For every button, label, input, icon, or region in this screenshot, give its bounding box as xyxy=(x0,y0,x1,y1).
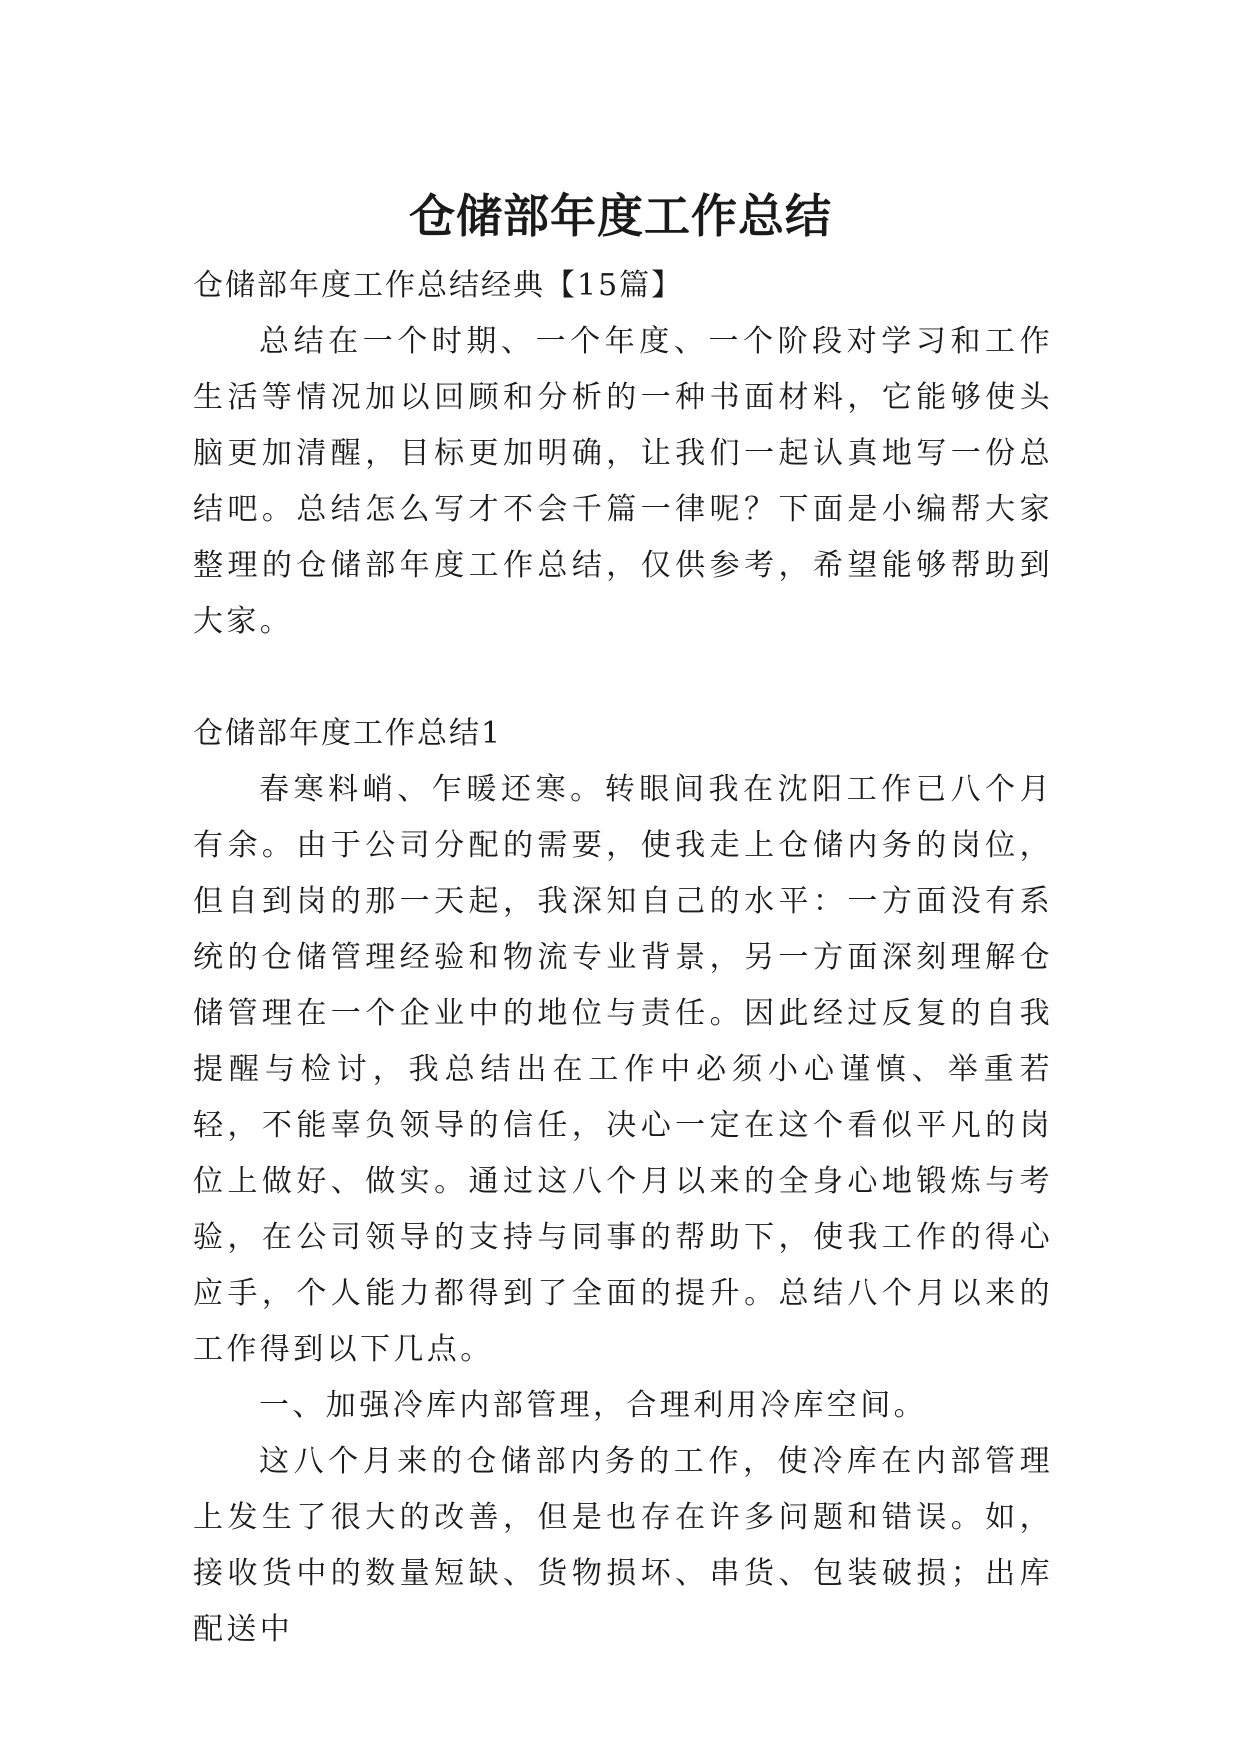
section-heading: 仓储部年度工作总结1 xyxy=(193,716,503,751)
document-title: 仓储部年度工作总结 xyxy=(409,188,832,243)
subsection-heading: 一、加强冷库内部管理，合理利用冷库空间。 xyxy=(259,1388,927,1423)
document-body xyxy=(193,258,1053,1658)
document-subtitle: 仓储部年度工作总结经典【15篇】 xyxy=(193,268,684,303)
body-paragraph: 春寒料峭、乍暖还寒。转眼间我在沈阳工作已八个月有余。由于公司分配的需要，使我走上仓储内务的岗位，但自到岗的那一天起，我深知自己的水平：一方面没有系统的仓储管理经验和物流专业背景，另一方面深刻理解仓储管理在一个企业中的地位与责任。因此经过反复的自我提醒与检讨，我总结出在工作中必须小心谨慎、举重若轻，不能辜负领导的信任，决心一定在这个看似平凡的岗位上做好、做实。通过这八个月以来的全身心地锻炼与考验，在公司领导的支持与同事的帮助下，使我工作的得心应手，个人能力都得到了全面的提升。总结八个月以来的工作得到以下几点。 xyxy=(193,772,1053,1367)
section-spacer xyxy=(193,650,1053,706)
body-paragraph: 这八个月来的仓储部内务的工作，使冷库在内部管理上发生了很大的改善，但是也存在许多问题和错误。如，接收货中的数量短缺、货物损坏、串货、包装破损；出库配送中 xyxy=(193,1444,1053,1647)
intro-paragraph: 总结在一个时期、一个年度、一个阶段对学习和工作生活等情况加以回顾和分析的一种书面材料，它能够使头脑更加清醒，目标更加明确，让我们一起认真地写一份总结吧。总结怎么写才不会千篇一律呢？下面是小编帮大家整理的仓储部年度工作总结，仅供参考，希望能够帮助到大家。 xyxy=(193,324,1053,639)
